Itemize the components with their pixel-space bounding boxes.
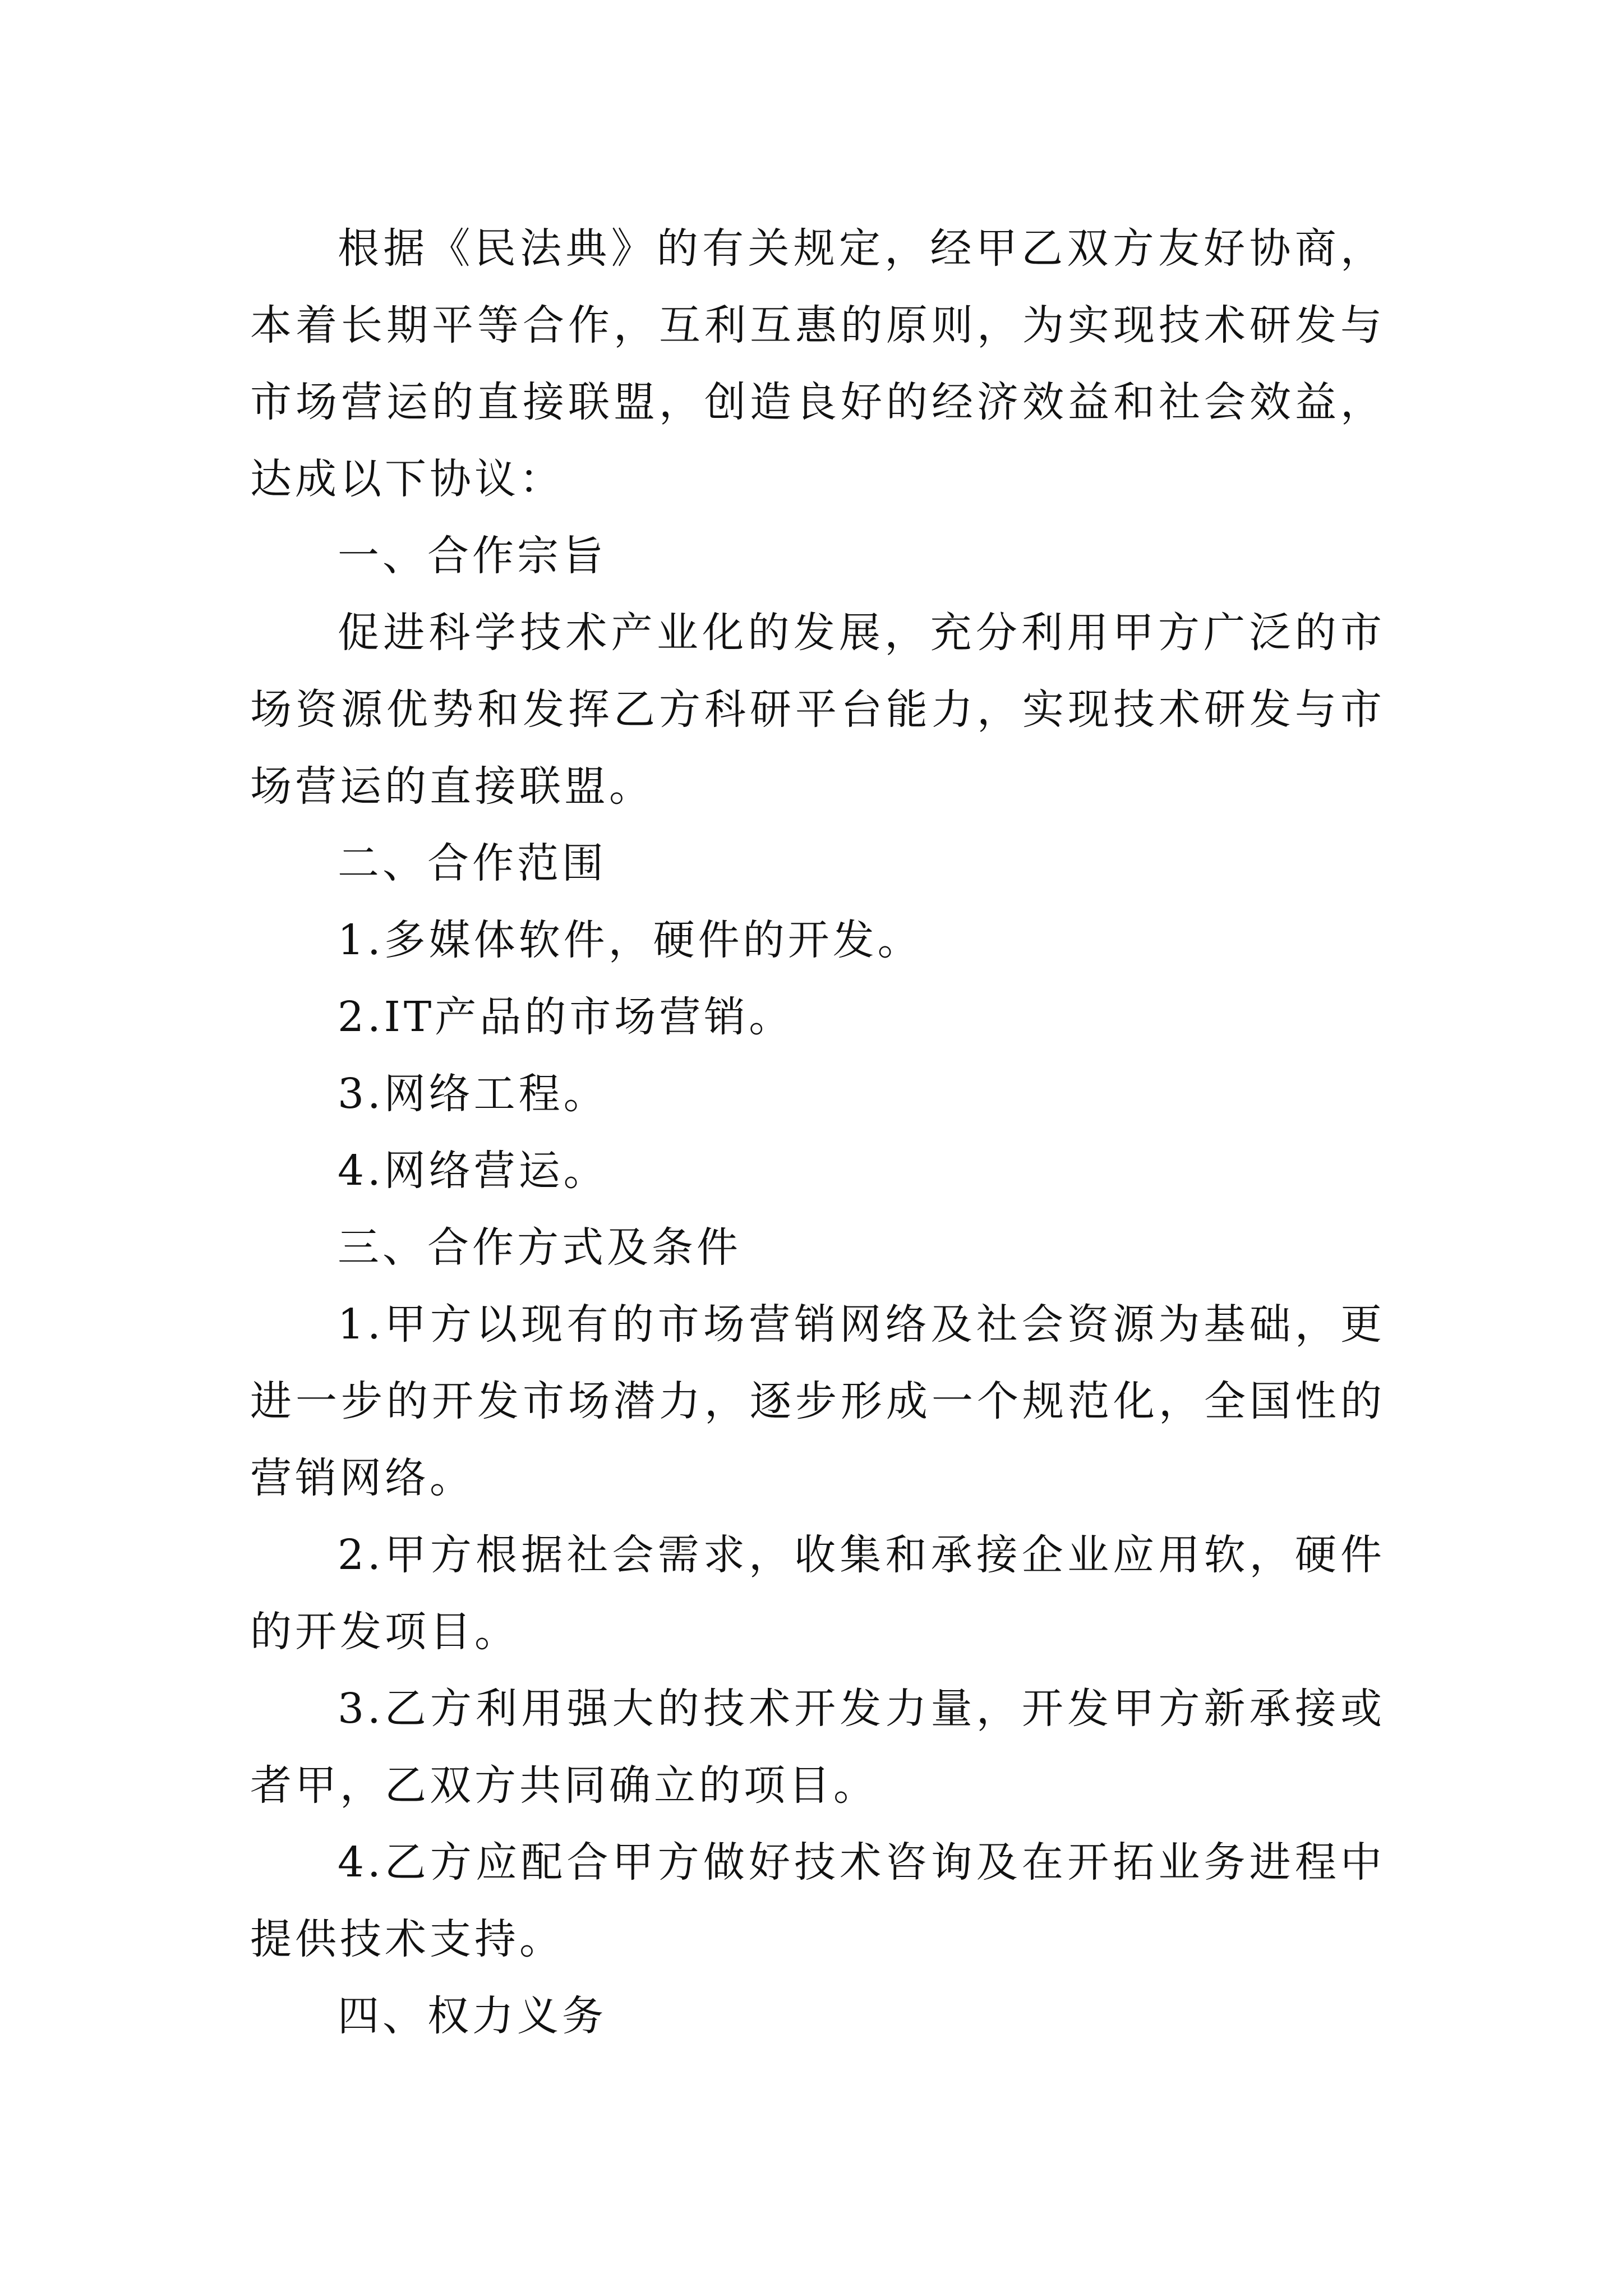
document-body <box>250 210 1385 2055</box>
method-item-4: 4.乙方应配合甲方做好技术咨询及在开拓业务进程中提供技术支持。 <box>250 1838 1385 1963</box>
scope-item-3: 3.网络工程。 <box>338 1070 608 1118</box>
intro-paragraph: 根据《民法典》的有关规定，经甲乙双方友好协商，本着长期平等合作，互利互惠的原则，为实现技术研发与市场营运的直接联盟，创造良好的经济效益和社会效益，达成以下协议： <box>250 224 1385 503</box>
section-heading-method: 三、合作方式及条件 <box>338 1223 741 1272</box>
method-item-2: 2.甲方根据社会需求，收集和承接企业应用软，硬件的开发项目。 <box>250 1531 1385 1656</box>
section-heading-scope: 二、合作范围 <box>338 839 607 887</box>
purpose-paragraph: 促进科学技术产业化的发展，充分利用甲方广泛的市场资源优势和发挥乙方科研平台能力，实现技术研发与市场营运的直接联盟。 <box>250 609 1385 811</box>
scope-item-1: 1.多媒体软件，硬件的开发。 <box>338 916 923 964</box>
method-item-1: 1.甲方以现有的市场营销网络及社会资源为基础，更进一步的开发市场潜力，逐步形成一个规范化，全国性的营销网络。 <box>250 1300 1385 1502</box>
method-item-3: 3.乙方利用强大的技术开发力量，开发甲方新承接或者甲，乙双方共同确立的项目。 <box>250 1685 1385 1810</box>
section-heading-rights: 四、权力义务 <box>338 1992 607 2040</box>
scope-item-4: 4.网络营运。 <box>338 1147 608 1195</box>
section-heading-purpose: 一、合作宗旨 <box>338 532 607 580</box>
scope-item-2: 2.IT产品的市场营销。 <box>338 993 794 1041</box>
